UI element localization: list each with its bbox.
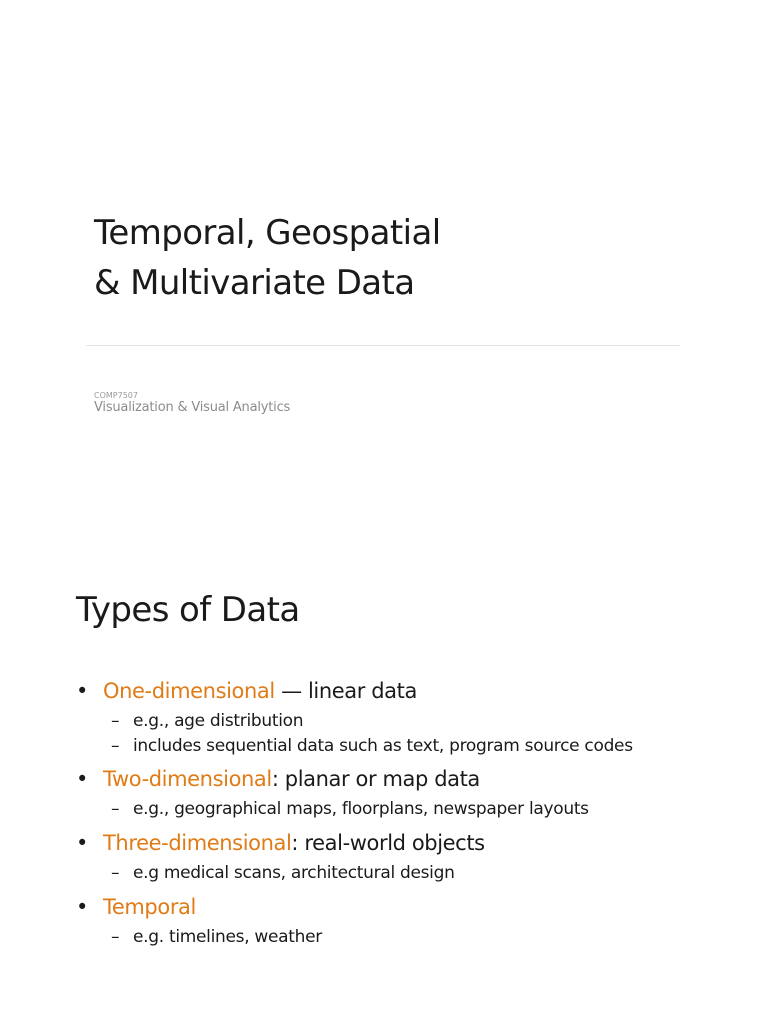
bullet-text: : planar or map data (271, 767, 480, 791)
bullet-dot: • (76, 679, 88, 703)
sub-dash: – (111, 863, 120, 883)
bullet-term: One-dimensional (103, 679, 275, 703)
bullet-item (76, 673, 726, 709)
sub-text: e.g., age distribution (133, 711, 304, 731)
sub-text: e.g. timelines, weather (133, 927, 322, 947)
sub-dash: – (111, 799, 120, 819)
sub-item (76, 797, 726, 822)
bullet-item (76, 761, 726, 797)
sub-list (76, 925, 726, 950)
sub-list (76, 797, 726, 822)
bullet-dot: • (76, 895, 88, 919)
sub-text: e.g., geographical maps, floorplans, newspaper layouts (133, 799, 589, 819)
title-divider (86, 345, 680, 346)
bullet-dot: • (76, 831, 88, 855)
sub-item (76, 734, 726, 758)
bullet-dot: • (76, 767, 88, 791)
course-name: Visualization & Visual Analytics (94, 400, 291, 415)
title-line-2: & Multivariate Data (94, 263, 415, 303)
bullet-list (76, 673, 726, 953)
sub-text: e.g medical scans, architectural design (133, 863, 455, 883)
bullet-term: Three-dimensional (103, 831, 292, 855)
sub-item (76, 861, 726, 886)
presentation-title (94, 208, 441, 308)
sub-dash: – (111, 736, 120, 756)
slide-heading: Types of Data (76, 590, 300, 630)
sub-item (76, 925, 726, 950)
sub-text: includes sequential data such as text, program source codes (133, 736, 633, 756)
sub-dash: – (111, 927, 120, 947)
bullet-item (76, 825, 726, 861)
sub-list (76, 861, 726, 886)
content-slide (0, 540, 768, 1024)
sub-dash: – (111, 711, 120, 731)
bullet-text: — linear data (274, 679, 417, 703)
title-line-1: Temporal, Geospatial (94, 213, 441, 253)
bullet-item (76, 889, 726, 925)
bullet-text: : real-world objects (291, 831, 485, 855)
bullet-term: Two-dimensional (103, 767, 272, 791)
sub-item (76, 709, 726, 734)
bullet-term: Temporal (103, 895, 196, 919)
course-code: COMP7507 (94, 391, 138, 400)
sub-list (76, 709, 726, 758)
